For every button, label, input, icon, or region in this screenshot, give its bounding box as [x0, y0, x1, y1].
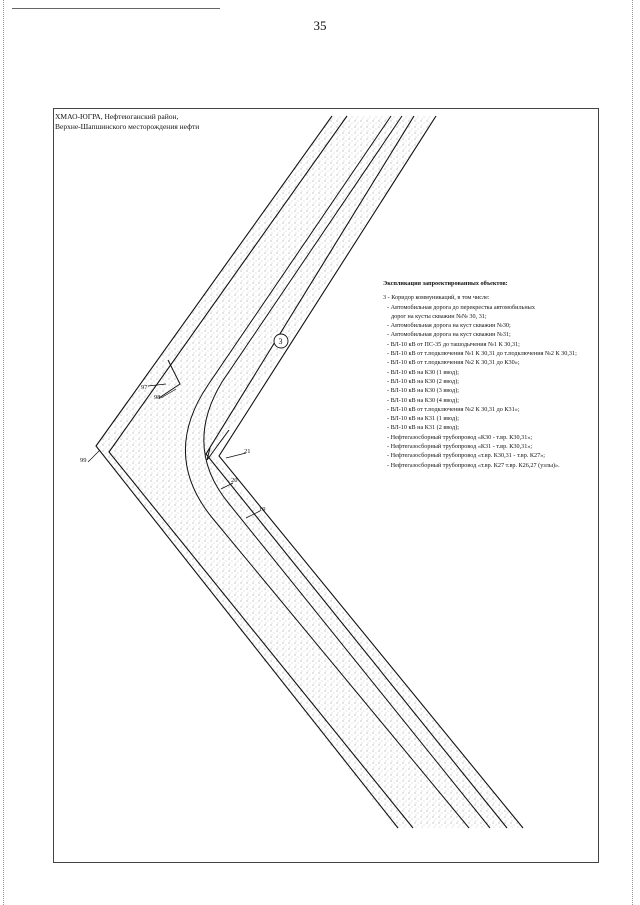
legend-item: - Автомобильная дорога до перекрестка автомобильных [387, 303, 535, 311]
corridor-marker-label: 3 [278, 337, 283, 346]
page-number: 35 [313, 18, 327, 33]
point-label-99: 99 [80, 457, 87, 464]
point-label-21: 21 [244, 448, 251, 455]
header-field: Верхне-Шапшинского месторождения нефти [55, 122, 200, 131]
legend-item: - ВЛ-10 кВ от ПС-35 до ташодычения №1 К 30,31; [387, 340, 520, 348]
legend-item: - ВЛ-10 кВ на К30 (3 ввод); [387, 387, 459, 395]
legend [383, 279, 577, 470]
legend-item: - ВЛ-10 кВ от т.подключения №2 К 30,31 до К30»; [387, 359, 520, 367]
legend-item: - ВЛ-10 кВ на К30 (1 ввод); [387, 368, 459, 376]
header-region: ХМАО-ЮГРА, Нефтеюганский район, [55, 112, 179, 121]
point-label-98: 98 [154, 394, 161, 401]
leader-21 [226, 453, 246, 458]
legend-item: - ВЛ-10 кВ от т.подключения №2 К 30,31 до К31»; [387, 405, 520, 413]
point-label-97: 97 [141, 384, 148, 391]
legend-item: - ВЛ-10 кВ от т.подключения №1 К 30,31 до т.подключения №2 К 30,31; [387, 350, 577, 358]
legend-item: - Нефтегазосборный трубопровод «К30 - т.вр. К30,31»; [387, 433, 533, 441]
legend-item: - Нефтегазосборный трубопровод «т.вр. К27 т.вр. К26,27 (узлы)». [387, 461, 560, 469]
legend-corridor: 3 - Коридор коммуникаций, в том числе: [383, 294, 490, 302]
legend-item: - ВЛ-10 кВ на К30 (2 ввод); [387, 377, 459, 385]
legend-item: - Автомобильная дорога на куст скважин №31; [387, 331, 511, 339]
corridor-fill [96, 116, 523, 828]
legend-item: дорог на кусты скважин №№ 30, 31; [391, 312, 487, 320]
legend-item: - ВЛ-10 кВ на К30 (4 ввод); [387, 396, 459, 404]
legend-title: Экспликация запроектированных объектов: [383, 280, 508, 287]
point-label-19: 19 [259, 506, 266, 513]
legend-item: - Нефтегазосборный трубопровод «т.вр. К30,31 - т.вр. К27»; [387, 452, 546, 460]
point-label-20: 20 [231, 477, 238, 484]
legend-item: - Нефтегазосборный трубопровод «К31 - т.вр. К30,31»; [387, 443, 533, 451]
legend-item: - ВЛ-10 кВ на К31 (1 ввод); [387, 415, 459, 423]
legend-item: - Автомобильная дорога на куст скважин №30; [387, 322, 511, 330]
legend-item: - ВЛ-10 кВ на К31 (2 ввод); [387, 424, 459, 432]
leader-99 [88, 450, 100, 462]
